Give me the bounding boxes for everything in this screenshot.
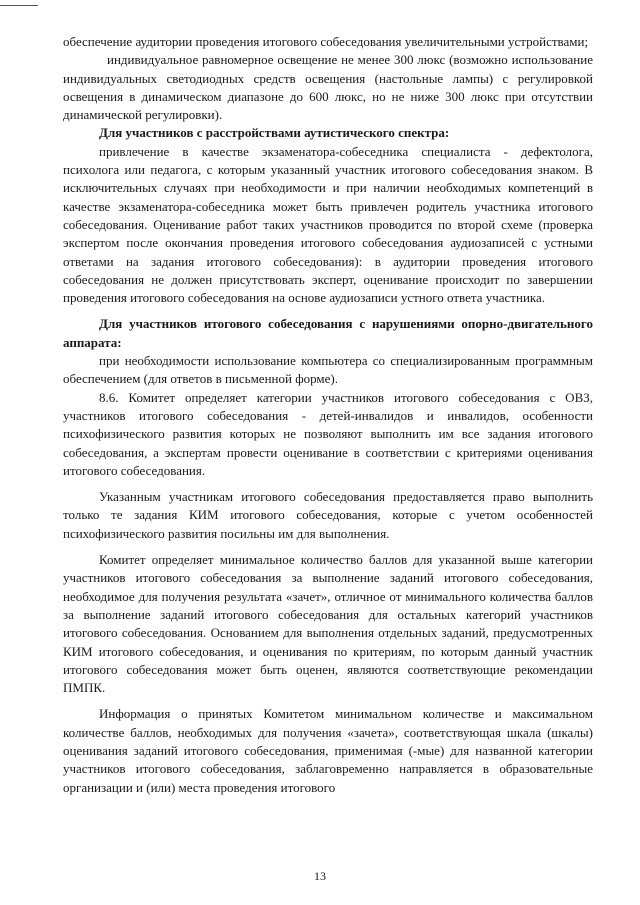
paragraph-magnifiers: обеспечение аудитории проведения итогового собеседования увеличительными устройствами; xyxy=(63,34,589,49)
paragraph-lighting: индивидуальное равномерное освещение не менее 300 люкс (возможно использование индивидуальных светодиодных средств освещения (настольные лампы) с регулировкой освещения в динамическом диапазоне до 600 люкс, но не ниже 300 люкс при отсутствии динамической регулировки). xyxy=(63,52,593,123)
page-number: 13 xyxy=(314,869,326,883)
heading-autism-spectrum: Для участников с расстройствами аутистического спектра: xyxy=(99,125,450,141)
document-body xyxy=(63,33,593,797)
paragraph-computer-use: при необходимости использование компьютера со специализированным программным обеспечением (для ответов в письменной форме). xyxy=(63,353,593,387)
paragraph-right-to-select-tasks: Указанным участникам итогового собеседования предоставляется право выполнить только те задания КИМ итогового собеседования, которые с учетом особенностей психофизического развития посильны им для выполнения. xyxy=(63,489,593,541)
paragraph-minimum-score: Комитет определяет минимальное количество баллов для указанной выше категории участников итогового собеседования за выполнение заданий итогового собеседования, необходимое для получения результата «зачет», отличное от минимального количества баллов за выполнение заданий итогового собеседования для остальных категорий участников итогового собеседования. Основанием для выполнения отдельных заданий, предусмотренных КИМ итогового собеседования, и оценивания по критериям, по которым данный участник итогового собеседования может быть оценен, являются соответствующие рекомендации ПМПК. xyxy=(63,552,593,696)
paragraph-8-6-categories: 8.6. Комитет определяет категории участников итогового собеседования с ОВЗ, участников итогового собеседования - детей-инвалидов и инвалидов, особенности психофизического развития которых не позволяют выполнить им все задания итогового собеседования, а экспертам провести оценивание в соответствии с критериями оценивания итогового собеседования. xyxy=(63,389,593,478)
paragraph-autism-examiner: привлечение в качестве экзаменатора-собеседника специалиста - дефектолога, психолога или педагога, с которым указанный участник итогового собеседования знаком. В исключительных случаях при необходимости и при наличии необходимых компетенций в качестве экзаменатора-собеседника может быть привлечен родитель участника итогового собеседования. Оценивание работ таких участников проводится по второй схеме (проверка экспертом после окончания проведения итогового собеседования аудиозаписей с устными ответами на задания итогового собеседования): в аудитории проведения итогового собеседования не должен присутствовать эксперт, оценивание происходит по завершении проведения итогового собеседования на основе аудиозаписи устного ответа участника. xyxy=(63,143,593,306)
paragraph-score-information: Информация о принятых Комитетом минимальном количестве и максимальном количестве баллов, необходимых для получения «зачета», соответствующая шкала (шкалы) оценивания заданий итогового собеседования, применимая (-мые) для названной категории участников итогового собеседования, заблаговременно направляется в образовательные организации и (или) места проведения итогового xyxy=(63,706,593,795)
heading-musculoskeletal: Для участников итогового собеседования с нарушениями опорно-двигательного аппарата: xyxy=(63,316,593,350)
scan-edge-mark xyxy=(0,5,38,6)
